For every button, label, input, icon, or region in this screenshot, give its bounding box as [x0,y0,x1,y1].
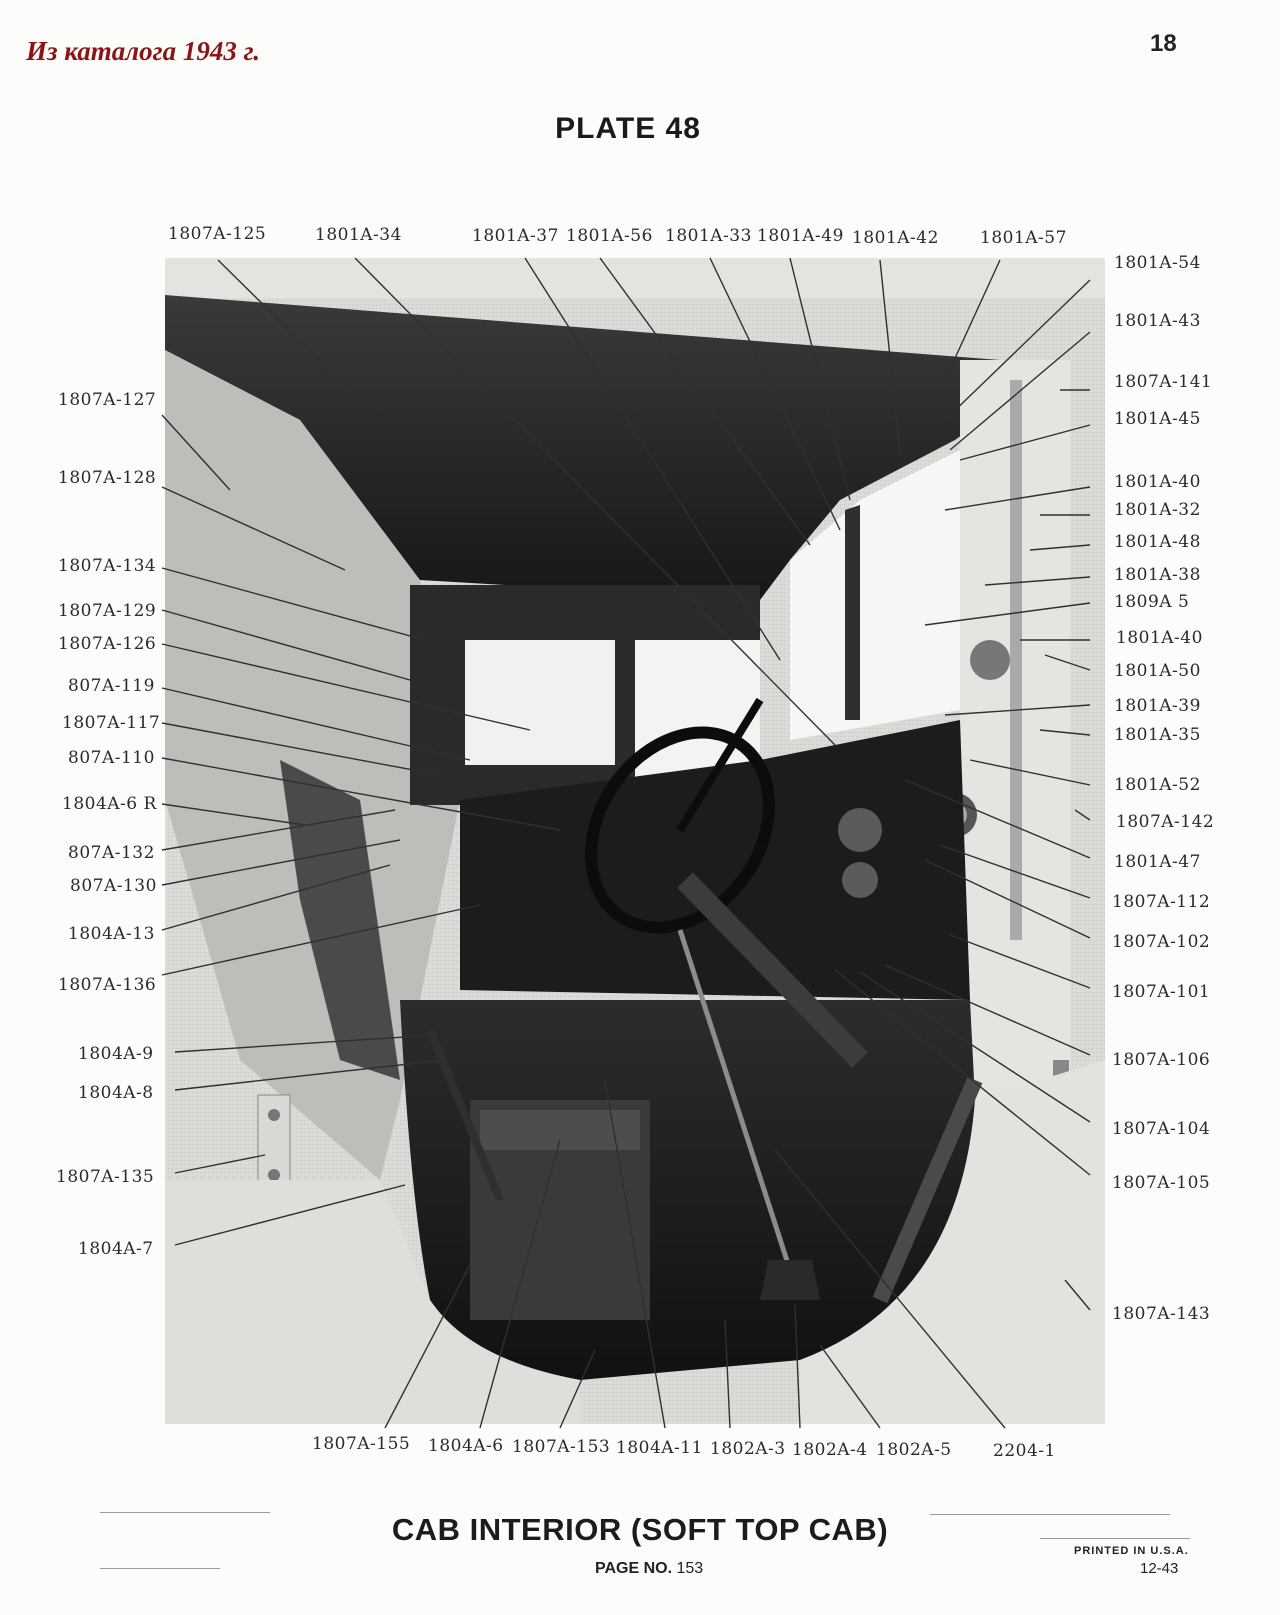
callout-right: 1807A-105 [1112,1173,1211,1193]
callout-left: 1807A-127 [58,390,157,410]
callout-bottom: 1807A-153 [512,1437,611,1457]
callout-left: 1804A-7 [78,1239,154,1259]
page-no-value: 153 [676,1560,704,1577]
callout-bottom: 1802A-3 [710,1439,786,1459]
callout-right: 1807A-142 [1116,812,1215,832]
callout-top: 1801A-49 [757,226,844,246]
callout-bottom: 1804A-6 [428,1436,504,1456]
callout-left: 807A-132 [68,843,155,863]
callout-left: 807A-119 [68,676,155,696]
callout-right: 1807A-112 [1112,892,1211,912]
callout-top: 1801A-56 [566,226,653,246]
callout-left: 807A-130 [70,876,157,896]
page-no-label: PAGE NO. [595,1560,673,1577]
callout-right: 1801A-38 [1114,565,1201,585]
print-date: 12-43 [1140,1560,1179,1577]
callout-left: 1807A-136 [58,975,157,995]
callout-top: 1801A-33 [665,226,752,246]
callout-right: 1801A-39 [1114,696,1201,716]
callout-bottom: 1807A-155 [312,1434,411,1454]
callout-right: 1807A-143 [1112,1304,1211,1324]
callout-left: 1807A-129 [58,601,157,621]
callout-left: 1807A-135 [56,1167,155,1187]
callout-left: 1804A-13 [68,924,155,944]
page-number: 18 [1150,30,1177,57]
callout-right: 1807A-102 [1112,932,1211,952]
callout-right: 1801A-47 [1114,852,1201,872]
callout-left: 1804A-6 R [62,794,157,814]
printed-in: PRINTED IN U.S.A. [1074,1545,1189,1557]
callout-right: 1801A-40 [1114,472,1201,492]
plate-title: PLATE 48 [555,112,701,145]
callout-right: 1807A-104 [1112,1119,1211,1139]
callout-right: 1801A-45 [1114,409,1201,429]
callout-right: 1801A-32 [1114,500,1201,520]
callout-top: 1801A-42 [852,228,939,248]
callout-left: 1807A-128 [58,468,157,488]
callout-right: 1807A-106 [1112,1050,1211,1070]
callout-top: 1801A-34 [315,225,402,245]
callout-top: 1801A-37 [472,226,559,246]
callout-right: 1801A-40 [1116,628,1203,648]
callout-left: 1807A-134 [58,556,157,576]
callout-right: 1801A-35 [1114,725,1201,745]
callout-bottom: 1802A-4 [792,1440,868,1460]
callout-top: 1807A-125 [168,224,267,244]
callout-right: 1809A 5 [1114,592,1190,612]
callout-right: 1801A-48 [1114,532,1201,552]
callout-right: 1801A-52 [1114,775,1201,795]
callout-bottom: 1804A-11 [616,1438,703,1458]
callout-left: 1807A-126 [58,634,157,654]
callout-left: 807A-110 [68,748,155,768]
figure-caption: CAB INTERIOR (SOFT TOP CAB) [391,1512,889,1547]
callout-right: 1801A-43 [1114,311,1201,331]
callout-left: 1804A-9 [78,1044,154,1064]
catalog-note: Из каталога 1943 г. [26,36,260,66]
callout-right: 1801A-54 [1114,253,1201,273]
page-no [595,1560,703,1578]
callout-right: 1801A-50 [1114,661,1201,681]
callout-top: 1801A-57 [980,228,1067,248]
divider [100,1568,220,1569]
callout-left: 1804A-8 [78,1083,154,1103]
callout-right: 1807A-141 [1114,372,1213,392]
callout-bottom: 2204-1 [993,1441,1056,1461]
callout-bottom: 1802A-5 [876,1440,952,1460]
callout-right: 1807A-101 [1112,982,1211,1002]
callout-left: 1807A-117 [62,713,161,733]
